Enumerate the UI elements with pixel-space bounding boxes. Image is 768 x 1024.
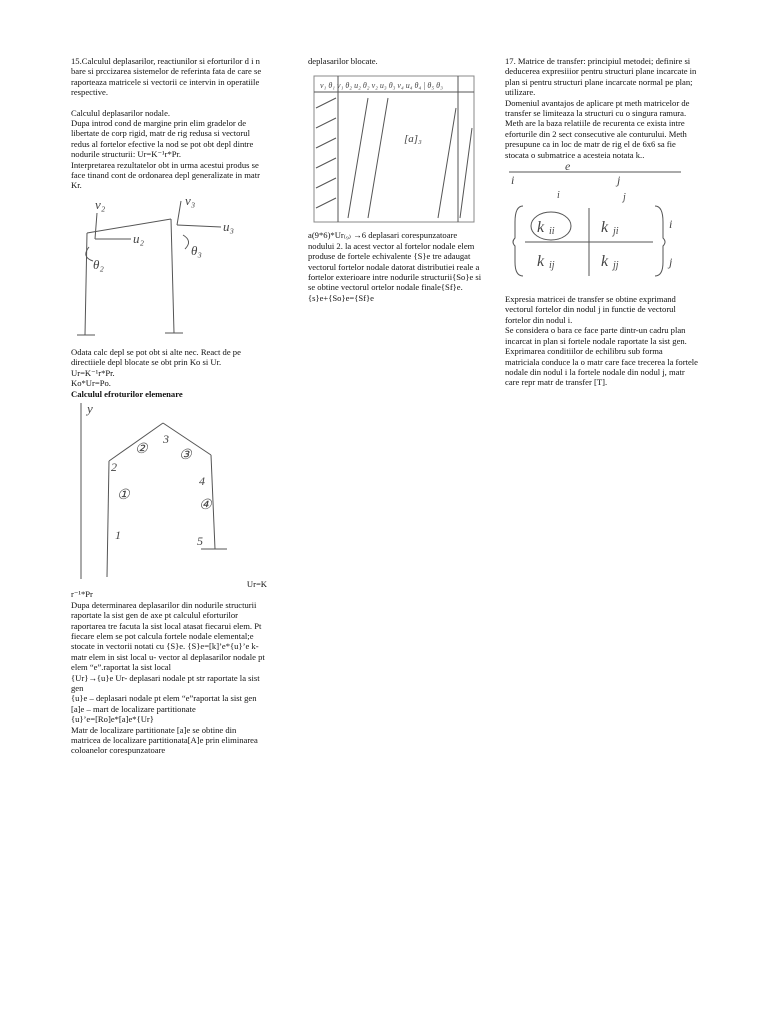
paragraph-transfer-domain: Domeniul avantajos de aplicare pt meth matricelor de transfer se limiteaza la structuri cu o singura ramura. Meth are la baza relatiile de recurenta ce exista intre eforturile din 2 sect consecutive ale conturului. Meth presupune ca in loc de matr de rig el de 6x6 sa fie stocata o submatrice a acesteia notata k.. [505,97,690,160]
left-column-line [85,233,87,335]
element-3-circle-label: ③ [179,447,192,463]
label-theta3: θ₃ [191,242,202,258]
matrix-right-brace [655,206,665,276]
label-v2: v₂ [95,196,106,212]
paragraph-boundary-conditions: Dupa introd cond de margine prin elim gradelor de libertate de corp rigid, matr de rig redusa si vectorul redus al fortelor efective la nod se pot obt depl dintre nodurile structurii: Ur=K⁻¹r*Pr. [71,118,254,160]
right-column-line [171,219,174,333]
column-3 [505,56,699,388]
paragraph-reactions: Odata calc depl se pot obt si alte nec. React de pe directiiele depl blocate se obt prin Ko si Ur. [71,346,241,368]
arrow-u3-line [177,225,221,227]
element-2-circle-label: ② [135,441,148,457]
label-u3: u₃ [223,218,235,234]
q15-heading: 15.Calculul deplasarilor, reactiunilor si eforturilor d i n bare si prccizarea sistemelor de referinta fata de care se raporteaza matricele si vectorii ce intervin in operatiile respective. [71,56,262,98]
bar-node-j: j [617,173,621,188]
formula-ur: Ur=K⁻¹r*Pr. [71,367,115,378]
matrix-left-brace [513,206,523,276]
paragraph-interpretation: Interpretarea rezultatelor obt in urma acestui produs se face tinand cont de ordonarea depl generalizate in matr Kr. [71,159,260,191]
bar-element-e: e [565,162,571,174]
paragraph-ue: {u}e – deplasari nodale pt elem “e”raportat la sist gen [71,693,257,704]
kij-k: k [537,253,545,271]
label-theta2: θ₂ [93,256,104,272]
kjj-sub: jj [613,260,619,272]
column-1 [71,56,267,756]
paragraph-transfer-expression: Expresia matricei de transfer se obtine exprimand vectorul fortelor din nodul j in functie de vectorul fortelor din nodul i. [505,294,676,325]
kij-sub: ij [549,260,555,272]
axis-y-label: y [87,400,93,416]
node-5-label: 5 [197,533,203,548]
transfer-matrix-figure [505,162,685,290]
label-u2: u₂ [133,230,145,246]
subheading-nodal-displacements: Calculul deplasarilor nodale. [71,107,171,118]
matrix-cell-a3: [a]₃ [404,133,422,146]
node-3-label: 3 [163,431,169,446]
kjj-k: k [601,253,609,271]
frame-sketch-figure [71,195,251,343]
element-1-line [107,461,109,577]
element-1-circle-label: ① [117,487,130,503]
kji-k: k [601,219,609,237]
formula-localization: {u}’e=[Ro]e*[a]e*{Ur} [71,714,154,725]
arrow-theta3-path [183,235,189,249]
localization-matrix-figure [308,68,480,226]
label-v3: v₃ [185,194,196,208]
column-2 [308,56,484,303]
paragraph-localization-matrix: Matr de localizare partitionate [a]e se obtine din matricea de localizare partitionata[A]e prin eliminarea coloanelor corespunzatoare [71,724,258,756]
matrix-label-j-top: j [623,192,626,204]
paragraph-ae: [a]e – mart de localizare partitionate [71,703,196,714]
node-1-label: 1 [115,527,121,542]
frame-elements-figure [71,399,239,587]
bar-node-i: i [511,173,515,188]
arrow-v3-line [177,201,181,225]
paragraph-ur-u: {Ur}→{u}e Ur- deplasari nodale pt str raportate la sist gen [71,672,260,693]
element-4-line [211,455,215,549]
kii-sub: ii [549,226,555,238]
node-2-label: 2 [111,459,117,474]
element-4-circle-label: ④ [199,497,212,513]
blocked-displacements-text: deplasarilor blocate. [308,56,378,66]
matrix-label-j-side: j [669,255,673,270]
kii-k: k [537,219,545,237]
subheading-element-efforts: Calculul efroturilor elemenare [71,388,183,399]
kji-sub: ji [613,226,619,238]
paragraph-transfer-matrix: Se considera o bara ce face parte dintr-un cadru plan incarcat in plan si fortele nodale raportate la sist gen. Exprimarea conditiilor de echilibru sub forma matriciala conduce la o matr care face trecerea la fortele nodale din nodul i la fortele nodale din nodul j, matr care repr matr de transfer [T]. [505,325,698,388]
formula-ur-note: Ur=K [246,578,267,589]
formula-ko: Ko*Ur=Po. [71,378,111,389]
matrix-label-i-top: i [557,190,560,202]
matrix-label-i-side: i [669,217,673,232]
matrix-header-text: v₁ θ₁ v₁ θ₂ u₂ θ₂ v₂ u₃ θ₃ v₄ u₄ θ₄ | θ₅ θ₃ [320,81,443,91]
q17-heading: 17. Matrice de transfer: principiul metodei; definire si deducerea expresiiior pentru structuri plane incarcate in plan si pentru structuri plane incarcate normal pe plan; utilizare. [505,56,697,98]
matrix-hatch-2 [348,98,472,218]
beam-line [87,219,171,233]
node-4-label: 4 [199,473,205,488]
formula-ur-cont: r⁻¹*Pr [71,589,93,600]
arrow-v2-line [95,213,97,239]
paragraph-local-system: Dupa determinarea deplasarilor din nodurile structurii raportate la sist gen de axe pt calculul eforturilor raportarea tre facuta la sist local atasat fiecarui elem. Pt fiecare elem se pot calcula fortele nodale elemental;e stocate in vectorii notati cu {S}e. {S}e=[k]’e*{u}’e k-matr elem in sist local u- vector al deplasarilor nodale pt elem “e”.raportat la sist local [71,599,265,673]
matrix-hatch-1 [316,98,336,208]
paragraph-force-vector: a(9*6)*Ur₍₉₎ →6 deplasari corespunzatoare nodului 2. la acest vector al fortelor nodale elem produse de fortele echivalente {S}e tre adaugat vectorul fortelor nodale datorat distributiei reale a fortelor exterioare intre nodurile structurii{So}e si se obtine vectorul ortelor nodale finale{Sf}e. {s}e+{So}e={Sf}e [308,230,482,303]
